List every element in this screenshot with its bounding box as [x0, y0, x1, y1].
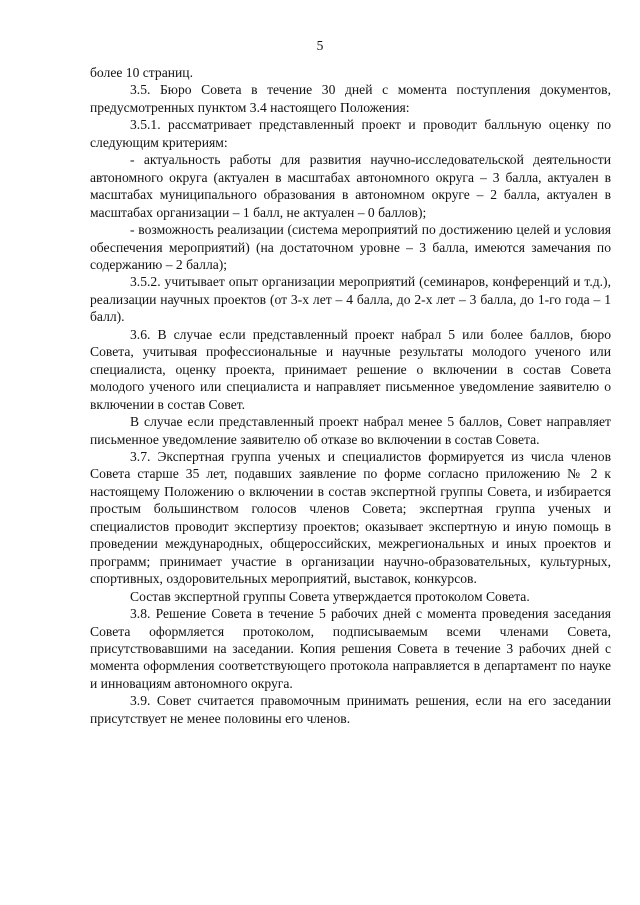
paragraph-continuation: более 10 страниц. [90, 65, 193, 80]
paragraph-3-5-2: 3.5.2. учитывает опыт организации мероприятий (семинаров, конференций и т.д.), реализации научных проектов (от 3-х лет – 4 балла, до 2-х лет – 3 балла, до 1-го года – 1 балл). [90, 274, 611, 325]
paragraph-3-6: 3.6. В случае если представленный проект набрал 5 или более баллов, бюро Совета, учитывая профессиональные и научные результаты молодого ученого или специалиста, оценку проекта, принимает решение о включении в состав Совета молодого ученого или специалиста и направляет письменное уведомление заявителю о включении в состав Совет. [90, 326, 611, 412]
document-body [90, 64, 611, 727]
paragraph-3-9: 3.9. Совет считается правомочным принимать решения, если на его заседании присутствует не менее половины его членов. [90, 693, 611, 726]
paragraph-3-5-1: 3.5.1. рассматривает представленный проект и проводит балльную оценку по следующим критериям: [90, 117, 611, 150]
paragraph-3-7-composition: Состав экспертной группы Совета утверждается протоколом Совета. [130, 588, 530, 604]
paragraph-3-5: 3.5. Бюро Совета в течение 30 дней с момента поступления документов, предусмотренных пунктом 3.4 настоящего Положения: [90, 82, 611, 115]
paragraph-3-8: 3.8. Решение Совета в течение 5 рабочих дней с момента проведения заседания Совета оформляется протоколом, подписываемым всеми членами Совета, присутствовавшими на заседании. Копия решения Совета в течение 3 рабочих дней с момента оформления соответствующего протокола направляется в департамент по науке и инновациям автономного округа. [90, 606, 611, 691]
paragraph-3-6-refusal: В случае если представленный проект набрал менее 5 баллов, Совет направляет письменное уведомление заявителю об отказе во включении в состав Совета. [90, 414, 611, 447]
criterion-feasibility: - возможность реализации (система мероприятий по достижению целей и условия обеспечения мероприятий) (на достаточном уровне – 3 балла, имеются замечания по содержанию – 2 балла); [90, 222, 611, 272]
page-number: 5 [316, 38, 324, 53]
criterion-relevance: - актуальность работы для развития научно-исследовательской деятельности автономного округа (актуален в масштабах автономного округа – 3 балла, актуален в масштабах муниципального образования в автономном округе – 2 балла, актуален в масштабах организации – 1 балл, не актуален – 0 баллов); [90, 152, 611, 220]
paragraph-3-7: 3.7. Экспертная группа ученых и специалистов формируется из числа членов Совета старше 35 лет, подавших заявление по форме согласно приложению № 2 к настоящему Положению о включении в состав экспертной группы Совета, и избирается простым большинством голосов членов Совета; экспертная группа ученых и специалистов проводит экспертизу проектов; оказывает экспертную и иную помощь в проведении международных, общероссийских, межрегиональных и иных проектов и программ; принимает участие в организации научно-образовательных, культурных, спортивных, оздоровительных мероприятий, выставок, конкурсов. [90, 448, 611, 587]
